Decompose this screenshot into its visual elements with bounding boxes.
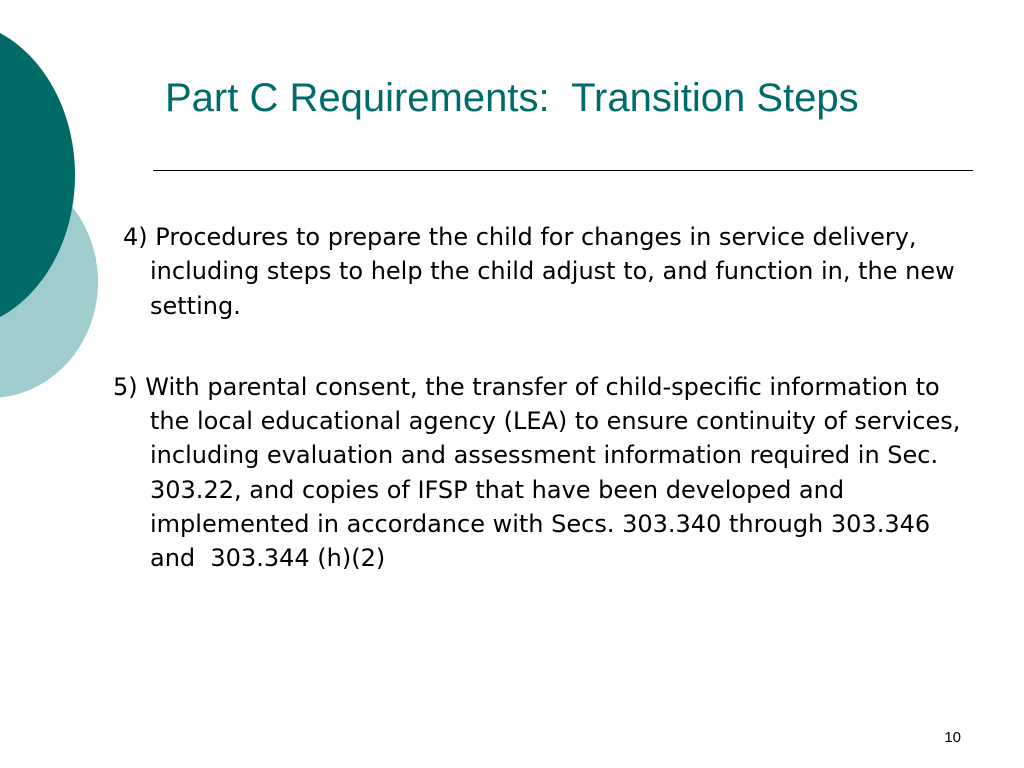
paragraph-spacer <box>113 323 973 370</box>
slide-number: 10 <box>944 729 961 746</box>
paragraph-step-5: 5) With parental consent, the transfer of child-specific information to the local educational agency (LEA) to ensure continuity of services, including evaluation and assessment information required in Sec. 303.22, and copies of IFSP that have been developed and implemented in accordance with Secs. 303.340 through 303.346 and 303.344 (h)(2) <box>113 372 969 573</box>
slide-body <box>113 220 973 576</box>
slide-title: Part C Requirements: Transition Steps <box>165 76 859 120</box>
title-divider <box>153 170 973 171</box>
paragraph-step-4: 4) Procedures to prepare the child for changes in service delivery, including steps to help the child adjust to, and function in, the new setting. <box>123 223 963 320</box>
